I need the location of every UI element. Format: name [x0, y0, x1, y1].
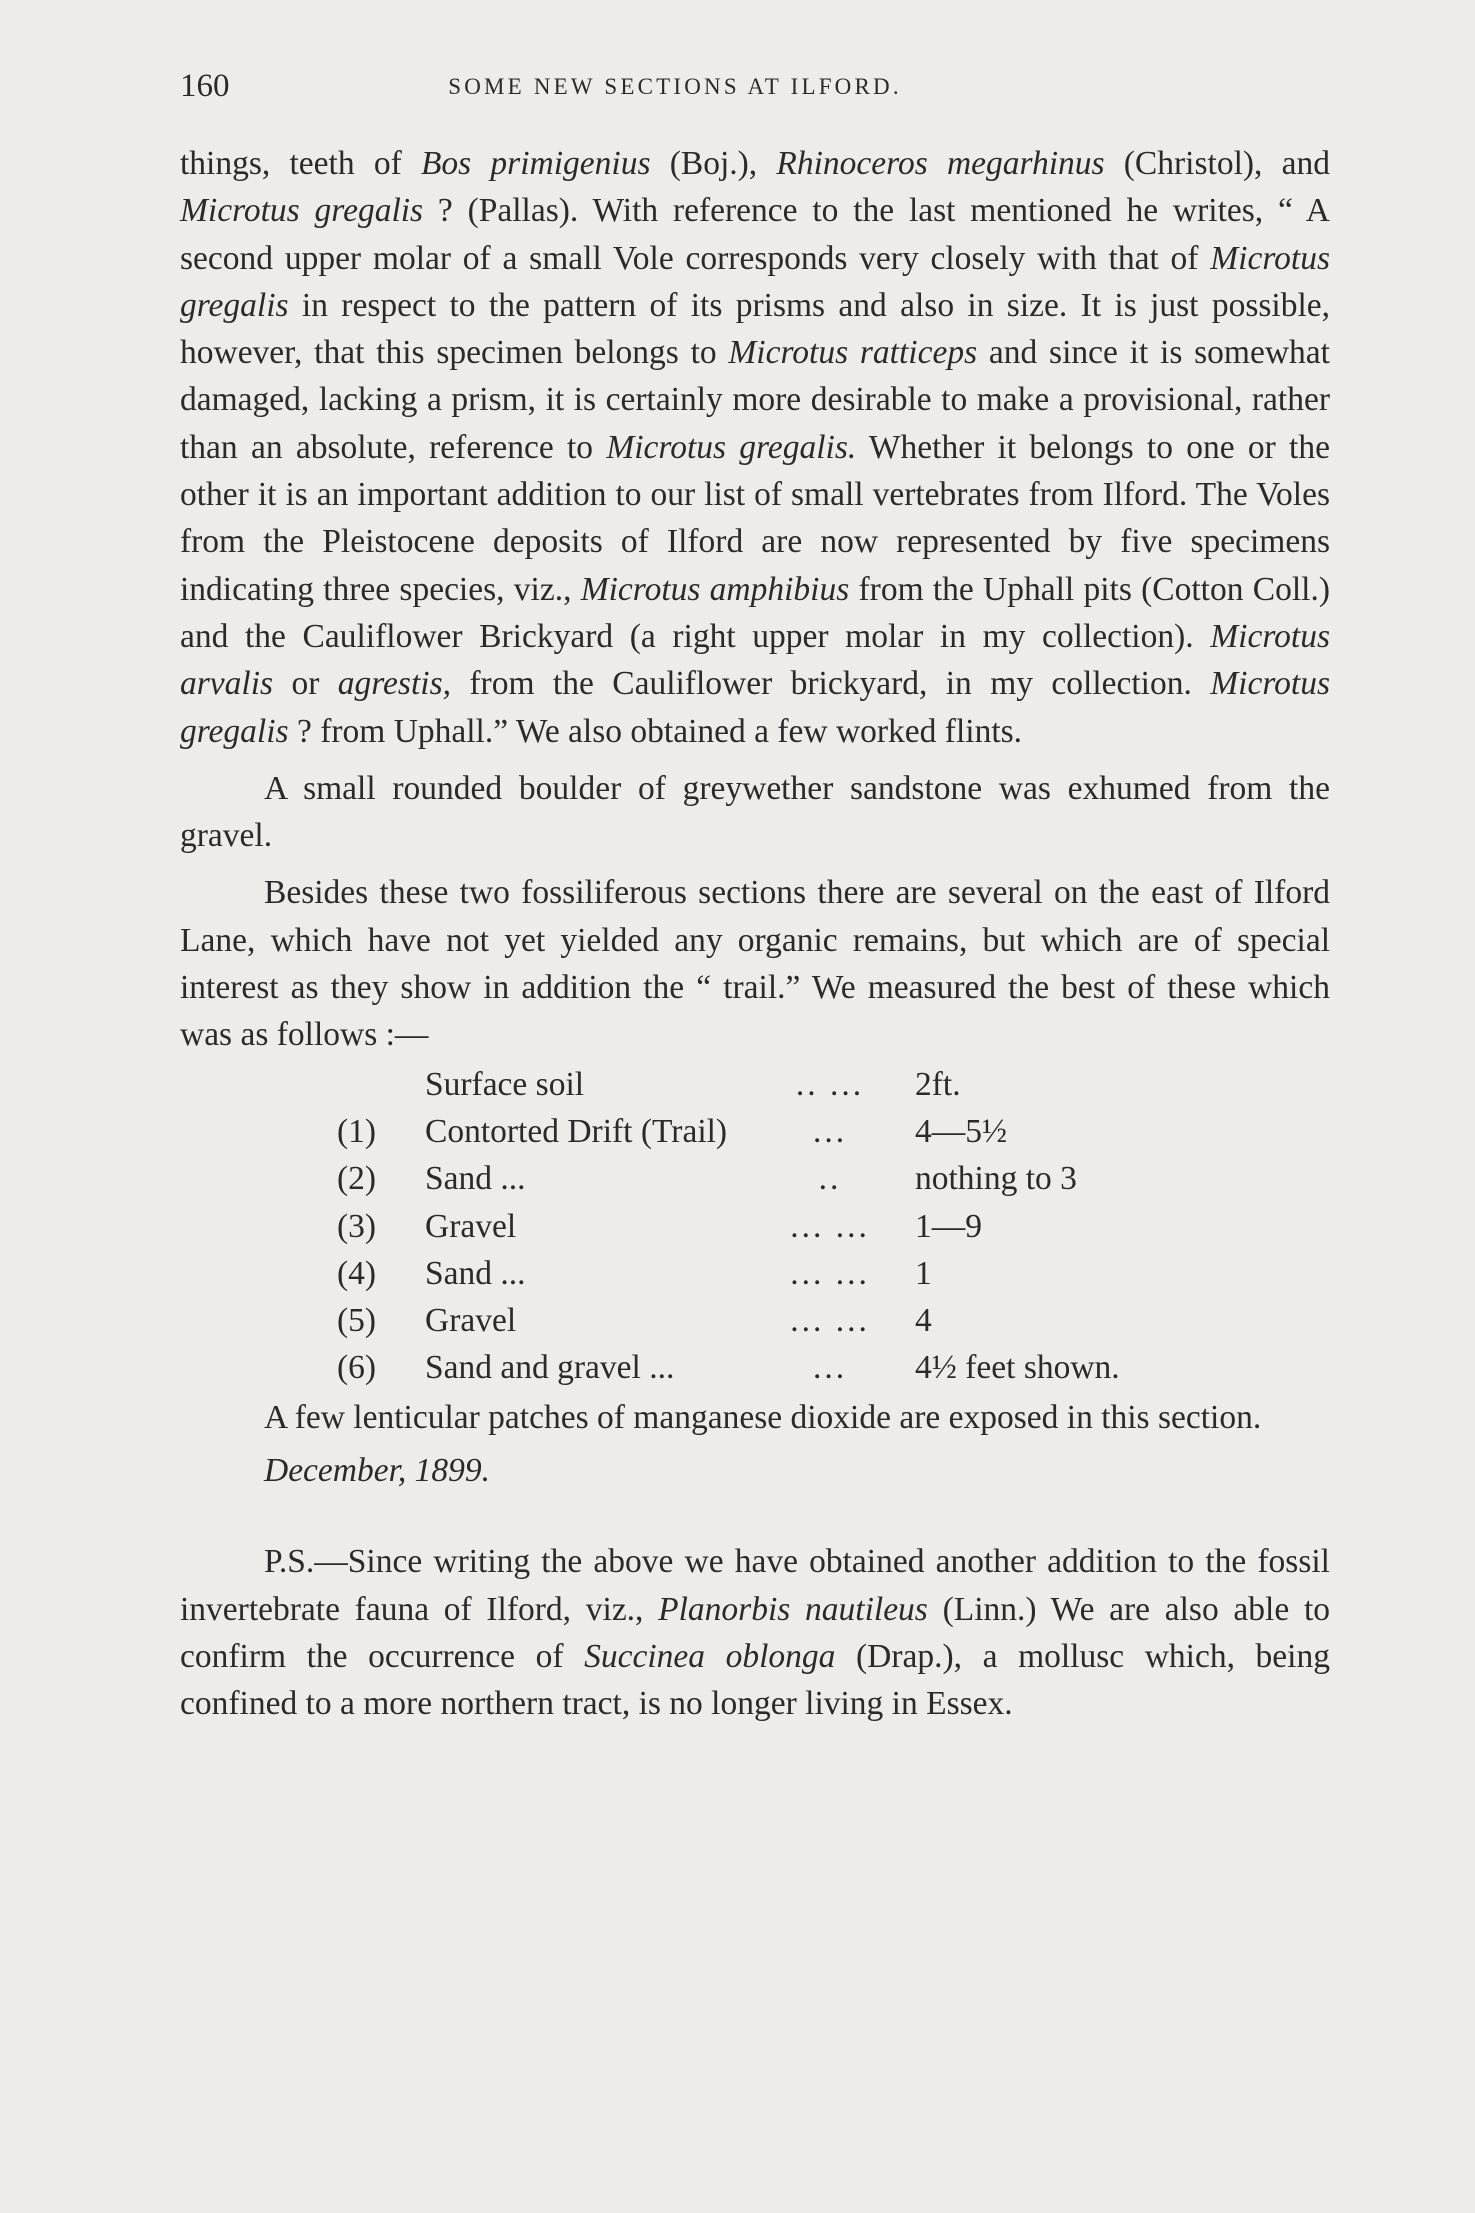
- row-value: nothing to 3: [915, 1160, 1077, 1198]
- row-label: Sand and gravel ...: [425, 1349, 675, 1387]
- row-label: Sand ...: [425, 1160, 526, 1198]
- row-label: Gravel: [425, 1302, 517, 1340]
- section-row: [335, 1250, 1120, 1297]
- row-leader-dots: ... ...: [790, 1207, 870, 1245]
- italic-taxon-name: Microtus gregalis: [180, 239, 1330, 324]
- section-row: [335, 1061, 1120, 1108]
- italic-taxon-name: agrestis,: [337, 665, 451, 703]
- row-leader-dots: ...: [812, 1112, 848, 1150]
- row-value: 2ft.: [915, 1065, 961, 1103]
- italic-taxon-name: Bos primigenius: [420, 145, 651, 182]
- row-leader-dots: ... ...: [790, 1254, 870, 1292]
- text-run: in respect to the pattern of its prisms and also in size. It is just possible, however, that this specimen belongs to: [180, 286, 1330, 372]
- paragraph-manganese: A few lenticular patches of manganese dioxide are exposed in this section.: [264, 1398, 1262, 1436]
- paragraph-vole-specimens: [180, 140, 1330, 755]
- italic-taxon-name: Microtus ratticeps: [728, 334, 978, 372]
- section-row: [335, 1155, 1120, 1202]
- text-run: or: [273, 665, 338, 703]
- row-number: (5): [337, 1302, 377, 1340]
- row-number: (3): [337, 1207, 377, 1245]
- row-value: 4—5½: [915, 1112, 1008, 1150]
- row-label: Sand ...: [425, 1254, 526, 1292]
- row-label: Contorted Drift (Trail): [425, 1112, 728, 1150]
- row-leader-dots: ...: [812, 1349, 848, 1387]
- italic-taxon-name: Microtus amphibius: [580, 570, 850, 608]
- text-run: P.S.—Since writing the above we have obtained another addition to the fossil invertebrate fauna of Ilford, viz.,: [180, 1543, 1330, 1628]
- row-value: 4½ feet shown.: [915, 1349, 1120, 1387]
- row-value: 4: [915, 1302, 932, 1340]
- text-run: from the Cauliflower brickyard, in my collection.: [451, 665, 1211, 703]
- row-leader-dots: ..: [818, 1160, 842, 1198]
- text-run: (Boj.),: [650, 145, 777, 182]
- italic-taxon-name: Planorbis nautileus: [658, 1590, 928, 1628]
- italic-taxon-name: Microtus gregalis: [180, 665, 1330, 750]
- row-value: 1—9: [915, 1207, 982, 1245]
- text-run: Whether it belongs to one or the other it is an important addition to our list of small vertebrates from Ilford. The Voles from the Pleistocene deposits of Ilford are now represented by five specimens indicating three species, viz.,: [180, 428, 1330, 608]
- italic-taxon-name: Microtus arvalis: [180, 617, 1330, 703]
- section-row: [335, 1203, 1120, 1250]
- text-run: from the Uphall pits (Cotton Coll.) and the Cauliflower Brickyard (a right upper molar in my collection).: [180, 570, 1330, 655]
- row-number: (6): [337, 1349, 377, 1387]
- row-label: Surface soil: [425, 1065, 585, 1103]
- italic-taxon-name: Microtus gregalis: [180, 192, 424, 230]
- text-run: (Drap.), a mollusc which, being confined to a more northern tract, is no longer living in Essex.: [180, 1637, 1330, 1723]
- row-number: (4): [337, 1254, 377, 1292]
- row-number: [335, 1061, 425, 1108]
- running-title: SOME NEW SECTIONS AT ILFORD.: [448, 74, 902, 99]
- text-run: and since it is somewhat damaged, lacking a prism, it is certainly more desirable to make a provisional, rather than an absolute, reference to: [180, 334, 1330, 466]
- row-number: (2): [337, 1160, 377, 1198]
- section-row: [335, 1108, 1120, 1155]
- section-measurements-table: [335, 1061, 1120, 1392]
- text-run: ? (Pallas). With reference to the last mentioned he writes, “ A second upper molar of a small Vole corresponds very closely with that of: [180, 192, 1330, 277]
- page-body: [180, 140, 1330, 1728]
- text-run: ? from Uphall.” We also obtained a few worked flints.: [288, 712, 1023, 750]
- italic-taxon-name: Rhinoceros megarhinus: [776, 145, 1105, 182]
- section-row: [335, 1297, 1120, 1344]
- row-leader-dots: .. ...: [795, 1065, 865, 1103]
- row-number: (1): [337, 1112, 377, 1150]
- section-row: [335, 1344, 1120, 1391]
- date-line: December, 1899.: [264, 1452, 491, 1490]
- paragraph-other-sections: Besides these two fossiliferous sections there are several on the east of Ilford Lane, which have not yet yielded any organic remains, but which are of special interest as they show in addition the “ trail.” We measured the best of these which was as follows :—: [180, 874, 1330, 1054]
- row-leader-dots: ... ...: [790, 1302, 870, 1340]
- text-run: (Linn.) We are also able to confirm the occurrence of: [180, 1590, 1330, 1675]
- page-number: 160: [180, 68, 230, 104]
- italic-taxon-name: Microtus gregalis.: [606, 428, 857, 466]
- text-run: things, teeth of: [180, 145, 421, 182]
- italic-taxon-name: Succinea oblonga: [584, 1637, 836, 1675]
- page-header: [180, 68, 1330, 112]
- paragraph-boulder: A small rounded boulder of greywether sandstone was exhumed from the gravel.: [180, 769, 1330, 855]
- text-run: (Christol), and: [1104, 145, 1330, 182]
- postscript-paragraph: [180, 1538, 1330, 1727]
- row-value: 1: [915, 1254, 932, 1292]
- row-label: Gravel: [425, 1207, 517, 1245]
